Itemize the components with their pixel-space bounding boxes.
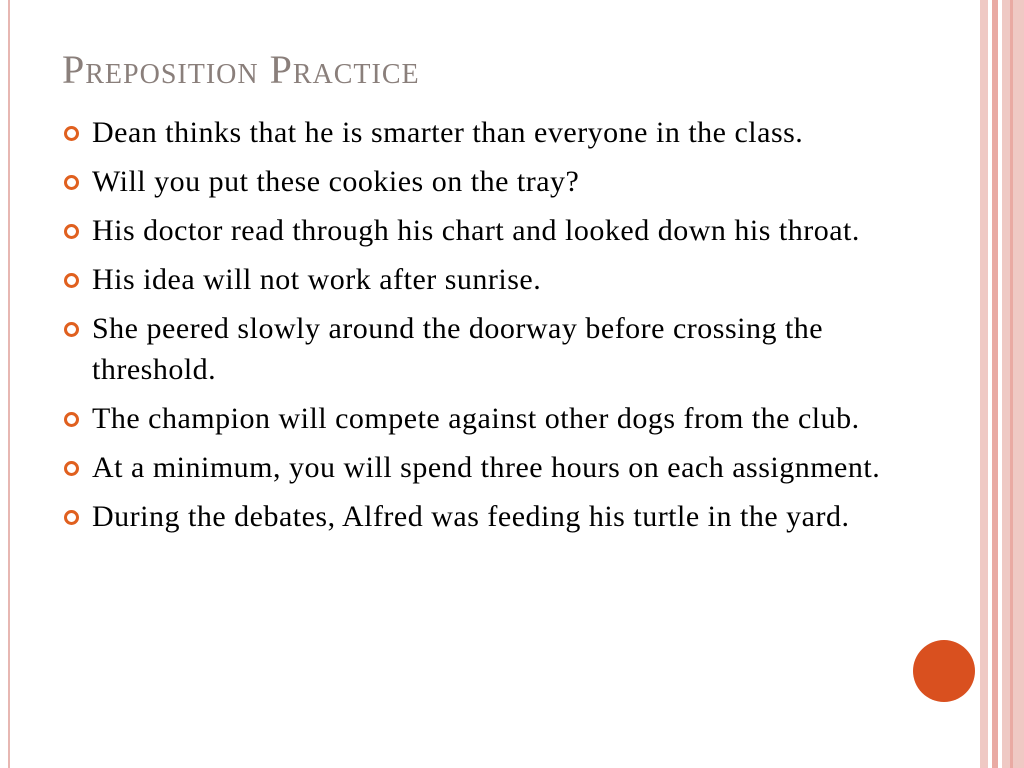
hollow-circle-bullet-icon [64,510,79,525]
orange-circle-decoration [913,640,975,702]
hollow-circle-bullet-icon [64,322,79,337]
right-stripe [1010,0,1013,768]
hollow-circle-bullet-icon [64,461,79,476]
bullet-text: She peered slowly around the doorway before crossing the threshold. [92,312,824,386]
bullet-item [62,398,882,439]
hollow-circle-bullet-icon [64,224,79,239]
bullet-item [62,447,882,488]
hollow-circle-bullet-icon [64,412,79,427]
bullet-text: His idea will not work after sunrise. [92,263,542,296]
hollow-circle-bullet-icon [64,273,79,288]
bullet-text: His doctor read through his chart and looked down his throat. [92,214,860,247]
hollow-circle-bullet-icon [64,126,79,141]
bullet-item [62,210,882,251]
bullet-text: Dean thinks that he is smarter than everyone in the class. [92,116,804,149]
bullet-item [62,308,882,390]
bullet-text: Will you put these cookies on the tray? [92,165,580,198]
bullet-list [62,112,882,545]
bullet-item [62,112,882,153]
left-border-line [8,0,10,768]
right-stripe [1002,0,1024,768]
bullet-text: The champion will compete against other dogs from the club. [92,402,860,435]
bullet-item [62,161,882,202]
bullet-text: During the debates, Alfred was feeding his turtle in the yard. [92,500,850,533]
slide-title: Preposition Practice [62,47,420,92]
bullet-text: At a minimum, you will spend three hours on each assignment. [92,451,881,484]
bullet-item [62,496,882,537]
right-stripe [980,0,988,768]
bullet-item [62,259,882,300]
hollow-circle-bullet-icon [64,175,79,190]
